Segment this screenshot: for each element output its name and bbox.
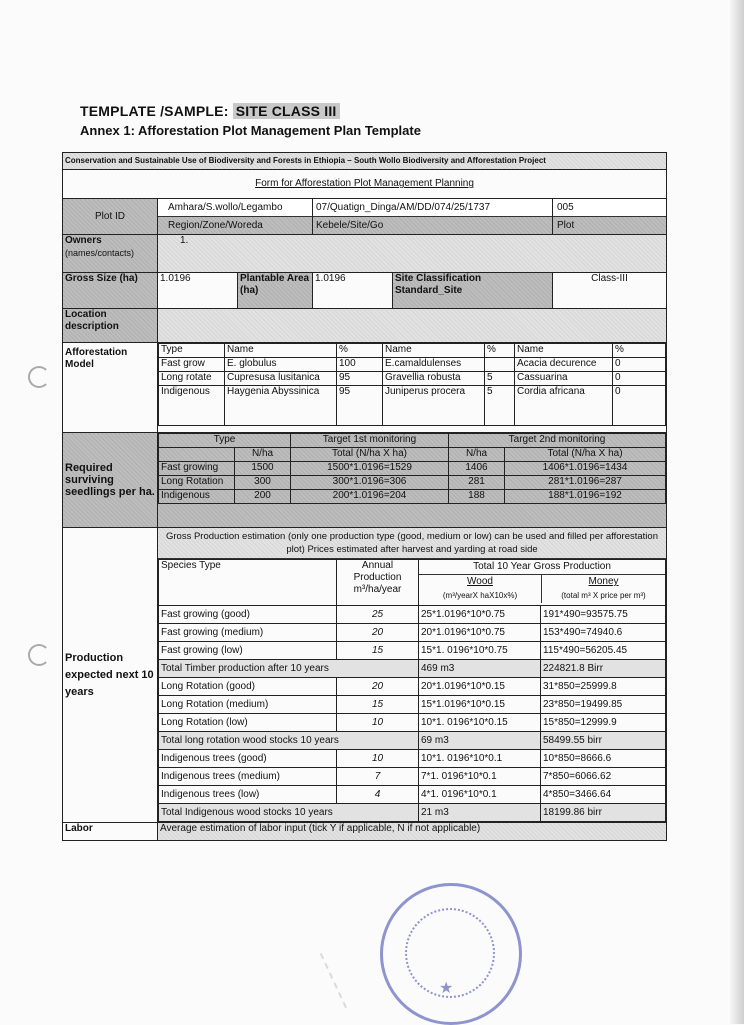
model-row: [159, 372, 666, 386]
seedlings-subheader: Total (N/ha X ha): [505, 448, 666, 462]
model-cell: 100: [337, 358, 383, 372]
site-classification-label: Site Classification Standard_Site: [393, 273, 553, 309]
official-stamp: [380, 883, 522, 1025]
seedlings-cell: 1500*1.0196=1529: [291, 462, 449, 476]
production-cell: 18199.86 birr: [541, 804, 666, 822]
seedlings-cell: 188: [449, 490, 505, 504]
production-cell: Indigenous trees (medium): [159, 768, 337, 786]
production-cell: 20: [337, 678, 419, 696]
production-total-label: Total Timber production after 10 years: [159, 660, 419, 678]
production-row: [159, 696, 666, 714]
production-row: [159, 732, 666, 750]
model-cell: E.camaldulenses: [383, 358, 485, 372]
model-cell: 5: [485, 386, 515, 426]
seedlings-header-row: [159, 434, 666, 448]
seedlings-row: [159, 476, 666, 490]
model-header: Name: [383, 344, 485, 358]
production-cell: 25*1.0196*10*0.75: [419, 606, 541, 624]
production-row: [159, 606, 666, 624]
template-prefix: TEMPLATE /SAMPLE:: [80, 103, 229, 119]
model-cell: 0: [613, 358, 666, 372]
model-cell: 0: [613, 372, 666, 386]
seedlings-cell: 188*1.0196=192: [505, 490, 666, 504]
production-cell: 20: [337, 624, 419, 642]
seedlings-cell: 200: [235, 490, 291, 504]
production-cell: 69 m3: [419, 732, 541, 750]
location-label: Location description: [63, 309, 158, 343]
model-cell: Haygenia Abyssinica: [225, 386, 337, 426]
production-row: [159, 786, 666, 804]
form-title: Form for Afforestation Plot Management Planning: [63, 170, 667, 199]
seedlings-cell: 281: [449, 476, 505, 490]
template-heading: [80, 103, 340, 119]
wood-header-cell: [419, 575, 542, 603]
site-class-highlight: SITE CLASS III: [233, 103, 340, 119]
model-cell: 0: [613, 386, 666, 426]
project-name: Conservation and Sustainable Use of Biodiversity and Forests in Ethiopia – South Wollo Biodiversity and Afforestation Project: [63, 153, 667, 170]
seedlings-subheader-empty: [159, 448, 235, 462]
seedlings-cell: [158, 433, 667, 528]
model-row: [159, 386, 666, 426]
production-cell: [158, 528, 667, 823]
production-header-total: Total 10 Year Gross Production: [419, 560, 665, 575]
model-cell: Acacia decurence: [515, 358, 613, 372]
production-header-subrow: [419, 575, 665, 603]
location-value: [158, 309, 667, 343]
production-cell: 10*1. 0196*10*0.15: [419, 714, 541, 732]
production-cell: Indigenous trees (good): [159, 750, 337, 768]
plot-id-label-text: Plot ID: [94, 210, 125, 222]
plantable-area-value: 1.0196: [313, 273, 393, 309]
region-cell: [158, 199, 313, 235]
production-total-label: Total long rotation wood stocks 10 years: [159, 732, 419, 750]
seedlings-subheader: Total (N/ha X ha): [291, 448, 449, 462]
production-cell: 21 m3: [419, 804, 541, 822]
production-cell: 191*490=93575.75: [541, 606, 666, 624]
seedlings-cell: 1406*1.0196=1434: [505, 462, 666, 476]
kebele-cell: [313, 199, 553, 235]
money-header-cell: [542, 575, 665, 603]
production-label: [63, 528, 158, 823]
seedlings-table: [158, 433, 666, 504]
plot-cell: [553, 199, 667, 235]
kebele-label: Kebele/Site/Go: [316, 220, 384, 231]
production-cell: 10: [337, 750, 419, 768]
gross-size-label: Gross Size (ha): [63, 273, 158, 309]
seedlings-subheader: N/ha: [235, 448, 291, 462]
region-value: Amhara/S.wollo/Legambo: [158, 199, 312, 217]
production-cell: 20*1.0196*10*0.15: [419, 678, 541, 696]
afforestation-model-label: Afforestation Model: [63, 343, 158, 433]
production-cell: 15*1. 0196*10*0.75: [419, 642, 541, 660]
model-header: Type: [159, 344, 225, 358]
seedlings-header: Type: [159, 434, 291, 448]
model-cell: 5: [485, 372, 515, 386]
page-edge-shadow: [730, 0, 744, 1024]
owners-sub-label: (names/contacts): [65, 248, 135, 258]
seedlings-cell: 300*1.0196=306: [291, 476, 449, 490]
model-header: %: [613, 344, 666, 358]
seedlings-header: Target 1st monitoring: [291, 434, 449, 448]
model-cell: Juniperus procera: [383, 386, 485, 426]
production-table: [158, 559, 666, 822]
punch-hole: [28, 644, 50, 666]
production-row: [159, 642, 666, 660]
production-cell: 4*1. 0196*10*0.1: [419, 786, 541, 804]
production-cell: 58499.55 birr: [541, 732, 666, 750]
production-cell: 10*850=8666.6: [541, 750, 666, 768]
kebele-value: 07/Quatign_Dinga/AM/DD/074/25/1737: [313, 199, 552, 217]
model-header: Name: [515, 344, 613, 358]
production-row: [159, 750, 666, 768]
annex-heading: Annex 1: Afforestation Plot Management Plan Template: [80, 123, 421, 138]
production-cell: 20*1.0196*10*0.75: [419, 624, 541, 642]
seedlings-subheader: N/ha: [449, 448, 505, 462]
seedlings-row: [159, 490, 666, 504]
seedlings-cell: 300: [235, 476, 291, 490]
labor-label: Labor: [63, 823, 158, 841]
production-cell: 15: [337, 642, 419, 660]
model-cell: Cassuarina: [515, 372, 613, 386]
afforestation-model-table: [158, 343, 666, 426]
production-cell: 7: [337, 768, 419, 786]
production-cell: 25: [337, 606, 419, 624]
money-formula: (total m³ X price per m³): [561, 591, 646, 600]
production-total-label: Total Indigenous wood stocks 10 years: [159, 804, 419, 822]
model-cell: 95: [337, 386, 383, 426]
seedlings-cell: 1406: [449, 462, 505, 476]
production-row: [159, 714, 666, 732]
site-class-value: Class-III: [553, 273, 667, 309]
seedlings-cell: Indigenous: [159, 490, 235, 504]
production-header-species: Species Type: [159, 560, 337, 606]
model-cell: E. globulus: [225, 358, 337, 372]
production-cell: 10: [337, 714, 419, 732]
production-row: [159, 660, 666, 678]
plot-id-label: [63, 199, 158, 235]
production-header-total-cell: [419, 560, 666, 606]
production-row: [159, 678, 666, 696]
production-cell: Indigenous trees (low): [159, 786, 337, 804]
production-cell: 15*850=12999.9: [541, 714, 666, 732]
production-cell: 7*1. 0196*10*0.1: [419, 768, 541, 786]
stamp-star-icon: ★: [439, 980, 454, 997]
owners-value: 1.: [158, 235, 667, 273]
region-label: Region/Zone/Woreda: [168, 220, 263, 231]
production-cell: 15: [337, 696, 419, 714]
money-header: Money: [588, 576, 619, 587]
production-header-row: [159, 560, 666, 606]
seedlings-cell: 200*1.0196=204: [291, 490, 449, 504]
production-cell: Long Rotation (good): [159, 678, 337, 696]
owners-label: [63, 235, 158, 273]
model-row: [159, 358, 666, 372]
production-cell: 23*850=19499.85: [541, 696, 666, 714]
production-cell: 4: [337, 786, 419, 804]
production-note: Gross Production estimation (only one production type (good, medium or low) can be used and filled per afforestation plot) Prices estimated after harvest and yarding at road side: [158, 528, 666, 559]
model-cell: Cordia africana: [515, 386, 613, 426]
production-cell: 469 m3: [419, 660, 541, 678]
model-cell: Cupresusa lusitanica: [225, 372, 337, 386]
wood-formula: (m³/yearX haX10x%): [442, 591, 518, 600]
production-cell: Long Rotation (low): [159, 714, 337, 732]
plot-value: 005: [553, 199, 666, 217]
production-row: [159, 768, 666, 786]
plot-label: Plot: [557, 220, 575, 231]
seedlings-cell: 1500: [235, 462, 291, 476]
production-cell: Fast growing (low): [159, 642, 337, 660]
seedlings-cell: Long Rotation: [159, 476, 235, 490]
production-cell: 10*1. 0196*10*0.1: [419, 750, 541, 768]
model-cell: Indigenous: [159, 386, 225, 426]
model-header-row: [159, 344, 666, 358]
punch-hole: [28, 366, 50, 388]
production-cell: 115*490=56205.45: [541, 642, 666, 660]
production-label-text: Production expected next 10 years: [65, 651, 154, 698]
model-cell: [485, 358, 515, 372]
owners-label-text: Owners: [65, 235, 102, 246]
production-cell: 153*490=74940.6: [541, 624, 666, 642]
model-header: %: [337, 344, 383, 358]
production-cell: Long Rotation (medium): [159, 696, 337, 714]
plantable-area-label: Plantable Area (ha): [238, 273, 313, 309]
model-header: %: [485, 344, 515, 358]
labor-note: Average estimation of labor input (tick Y if applicable, N if not applicable): [158, 823, 667, 841]
seedlings-cell: 281*1.0196=287: [505, 476, 666, 490]
production-cell: 15*1.0196*10*0.15: [419, 696, 541, 714]
seedlings-subheader-row: [159, 448, 666, 462]
production-cell: 31*850=25999.8: [541, 678, 666, 696]
production-cell: Fast growing (medium): [159, 624, 337, 642]
seedlings-row: [159, 462, 666, 476]
plot-management-form: [62, 152, 667, 841]
production-row: [159, 804, 666, 822]
production-cell: Fast growing (good): [159, 606, 337, 624]
seedlings-label: Required surviving seedlings per ha.: [63, 433, 158, 528]
seedlings-cell: Fast growing: [159, 462, 235, 476]
production-cell: 7*850=6066.62: [541, 768, 666, 786]
production-rows: [159, 606, 666, 822]
wood-header: Wood: [467, 576, 493, 587]
model-cell: Fast grow: [159, 358, 225, 372]
gross-size-value: 1.0196: [158, 273, 238, 309]
model-cell: 95: [337, 372, 383, 386]
production-cell: 4*850=3466.64: [541, 786, 666, 804]
production-header-annual: Annual Production m³/ha/year: [337, 560, 419, 606]
production-row: [159, 624, 666, 642]
production-cell: 224821.8 Birr: [541, 660, 666, 678]
afforestation-model-cell: [158, 343, 667, 433]
model-header: Name: [225, 344, 337, 358]
seedlings-header: Target 2nd monitoring: [449, 434, 666, 448]
model-cell: Long rotate: [159, 372, 225, 386]
model-cell: Gravellia robusta: [383, 372, 485, 386]
